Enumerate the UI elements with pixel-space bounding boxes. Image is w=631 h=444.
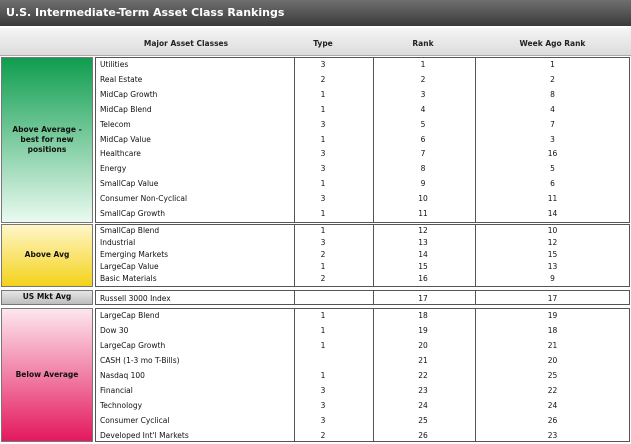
week-ago-rank-cell: 11 (547, 194, 558, 204)
rank-cell: 1 (420, 60, 426, 69)
asset-class-name: Basic Materials (100, 274, 157, 283)
week-ago-rank-cell: 4 (550, 104, 555, 114)
table-row (0, 414, 631, 429)
type-cell: 1 (320, 325, 326, 335)
asset-class-name: SmallCap Value (100, 179, 159, 189)
rank-cell: 18 (418, 311, 428, 320)
asset-class-name: MidCap Growth (100, 89, 158, 99)
type-cell: 1 (320, 134, 326, 144)
asset-class-name: Nasdaq 100 (100, 370, 145, 380)
asset-class-name: Telecom (100, 119, 131, 129)
asset-class-name: Energy (100, 164, 127, 174)
group-above-average-label: Above Average - best for new positions (1, 57, 93, 223)
table-row (0, 339, 631, 354)
week-ago-rank-cell: 19 (547, 311, 558, 320)
week-ago-rank-cell: 21 (547, 340, 558, 350)
rank-cell: 7 (420, 149, 426, 159)
rank-cell: 2 (420, 74, 426, 84)
table-row (0, 58, 631, 73)
rank-cell: 21 (418, 355, 428, 365)
table-row (0, 273, 631, 285)
table-row (0, 88, 631, 103)
type-cell: 1 (320, 370, 326, 380)
asset-class-name: Emerging Markets (100, 250, 169, 259)
asset-class-name: LargeCap Blend (100, 311, 160, 320)
week-ago-rank-cell: 2 (550, 74, 555, 84)
rank-cell: 19 (418, 325, 428, 335)
asset-class-name: Real Estate (100, 74, 143, 84)
asset-class-name: Consumer Non-Cyclical (100, 194, 188, 204)
table-row (0, 261, 631, 273)
week-ago-rank-cell: 8 (550, 89, 555, 99)
rank-cell: 17 (418, 294, 428, 303)
rank-cell: 22 (418, 370, 428, 380)
group-us-mkt-avg-label: US Mkt Avg (1, 290, 93, 305)
table-title: U.S. Intermediate-Term Asset Class Rankings (0, 0, 631, 26)
rank-cell: 12 (418, 226, 428, 235)
type-cell: 1 (320, 311, 326, 320)
week-ago-rank-cell: 1 (550, 60, 555, 69)
table-row (0, 118, 631, 133)
asset-class-name: SmallCap Growth (100, 209, 165, 218)
type-cell: 3 (320, 149, 326, 159)
week-ago-rank-cell: 16 (547, 149, 558, 159)
type-cell: 2 (320, 274, 326, 283)
table-row (0, 103, 631, 118)
type-cell: 3 (320, 238, 326, 247)
asset-class-name: MidCap Value (100, 134, 151, 144)
asset-class-name: Industrial (100, 238, 136, 247)
rank-cell: 26 (418, 430, 428, 440)
asset-class-name: SmallCap Blend (100, 226, 160, 235)
type-cell: 3 (320, 119, 326, 129)
type-cell: 3 (320, 400, 326, 410)
asset-class-name: LargeCap Growth (100, 340, 166, 350)
table-row (0, 207, 631, 222)
table-row (0, 162, 631, 177)
table-row (0, 73, 631, 88)
rank-cell: 14 (418, 250, 428, 259)
week-ago-rank-cell: 10 (547, 226, 558, 235)
type-cell: 3 (320, 415, 326, 425)
asset-class-name: Developed Int'l Markets (100, 430, 189, 440)
asset-class-name: Healthcare (100, 149, 141, 159)
week-ago-rank-cell: 3 (550, 134, 555, 144)
week-ago-rank-cell: 7 (550, 119, 555, 129)
week-ago-rank-cell: 24 (547, 400, 558, 410)
table-row (0, 354, 631, 369)
header-major-asset-classes: Major Asset Classes (143, 38, 229, 48)
rank-cell: 16 (418, 274, 428, 283)
type-cell: 2 (320, 74, 326, 84)
rank-cell: 5 (420, 119, 426, 129)
table-row (0, 399, 631, 414)
table-row (0, 324, 631, 339)
table-row (0, 291, 631, 306)
week-ago-rank-cell: 26 (547, 415, 558, 425)
header-type: Type (313, 38, 333, 48)
table-row (0, 133, 631, 148)
asset-class-name: Consumer Cyclical (100, 415, 170, 425)
rank-cell: 13 (418, 238, 428, 247)
asset-class-name: Financial (100, 385, 133, 395)
header-rank: Rank (412, 38, 434, 48)
week-ago-rank-cell: 13 (547, 262, 558, 271)
asset-class-name: MidCap Blend (100, 104, 152, 114)
type-cell: 2 (320, 250, 326, 259)
type-cell: 3 (320, 60, 326, 69)
week-ago-rank-cell: 5 (550, 164, 555, 174)
table-row (0, 384, 631, 399)
rank-cell: 23 (418, 385, 428, 395)
week-ago-rank-cell: 6 (550, 179, 555, 189)
type-cell: 3 (320, 164, 326, 174)
type-cell: 1 (320, 209, 326, 218)
rank-cell: 6 (420, 134, 426, 144)
type-cell: 1 (320, 340, 326, 350)
asset-class-name: Russell 3000 Index (100, 294, 171, 303)
type-cell: 1 (320, 262, 326, 271)
table-row (0, 147, 631, 162)
rank-cell: 11 (418, 209, 428, 218)
rank-cell: 3 (420, 89, 426, 99)
type-cell: 3 (320, 385, 326, 395)
group-below-average-label: Below Average (1, 308, 93, 442)
rank-cell: 24 (418, 400, 428, 410)
table-row (0, 369, 631, 384)
asset-class-name: Dow 30 (100, 325, 129, 335)
week-ago-rank-cell: 14 (547, 209, 558, 218)
week-ago-rank-cell: 17 (547, 294, 558, 303)
rank-cell: 25 (418, 415, 428, 425)
week-ago-rank-cell: 9 (550, 274, 555, 283)
week-ago-rank-cell: 25 (547, 370, 558, 380)
week-ago-rank-cell: 18 (547, 325, 558, 335)
type-cell: 2 (320, 430, 326, 440)
table-row (0, 225, 631, 237)
table-row (0, 237, 631, 249)
type-cell: 1 (320, 89, 326, 99)
table-row (0, 429, 631, 444)
type-cell: 3 (320, 194, 326, 204)
table-row (0, 192, 631, 207)
rank-cell: 15 (418, 262, 428, 271)
table-row (0, 177, 631, 192)
rank-cell: 4 (420, 104, 426, 114)
type-cell: 1 (320, 104, 326, 114)
week-ago-rank-cell: 15 (547, 250, 558, 259)
week-ago-rank-cell: 20 (547, 355, 558, 365)
rank-cell: 8 (420, 164, 426, 174)
asset-class-name: CASH (1-3 mo T-Bills) (100, 355, 180, 365)
rank-cell: 20 (418, 340, 428, 350)
week-ago-rank-cell: 12 (547, 238, 558, 247)
rank-cell: 10 (418, 194, 428, 204)
type-cell: 1 (320, 179, 326, 189)
table-row (0, 309, 631, 324)
table-row (0, 249, 631, 261)
week-ago-rank-cell: 22 (547, 385, 558, 395)
header-week-ago-rank: Week Ago Rank (519, 38, 586, 48)
asset-class-name: LargeCap Value (100, 262, 159, 271)
type-cell: 1 (320, 226, 326, 235)
asset-class-name: Technology (100, 400, 143, 410)
rank-cell: 9 (420, 179, 426, 189)
week-ago-rank-cell: 23 (547, 430, 558, 440)
group-above-avg-label: Above Avg (1, 224, 93, 287)
asset-class-name: Utilities (100, 60, 129, 69)
